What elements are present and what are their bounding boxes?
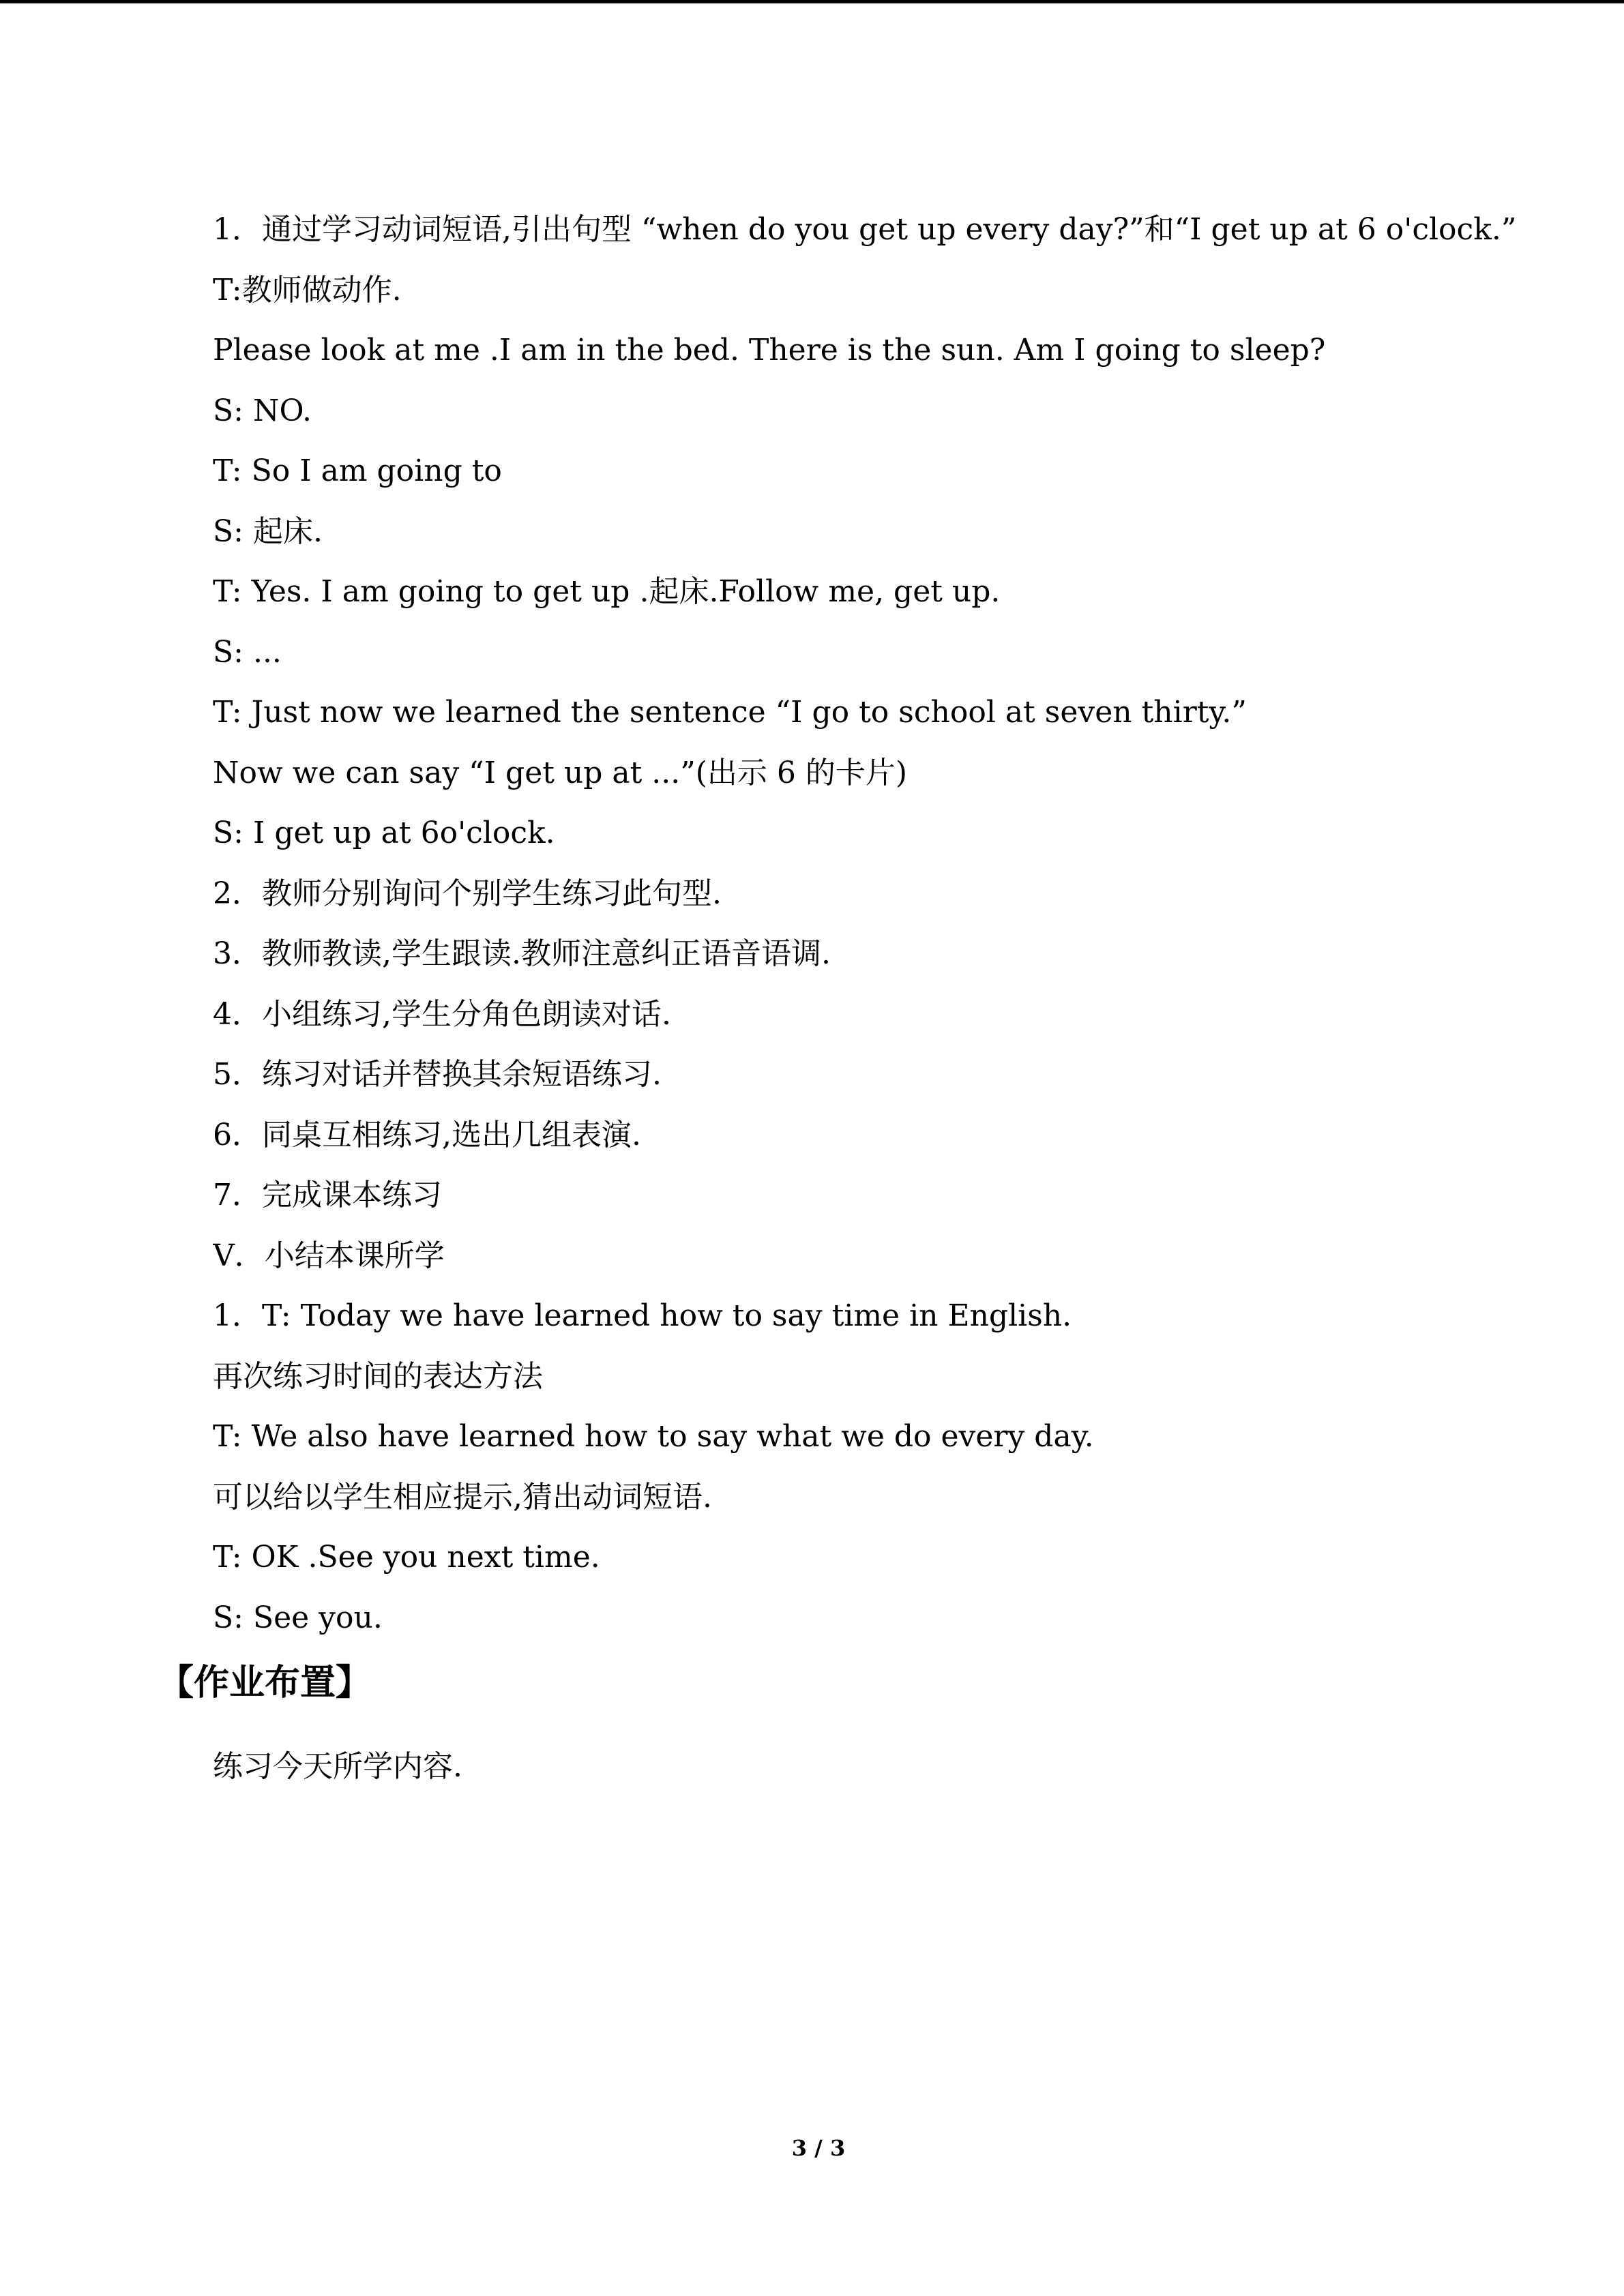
content-line: Now we can say “I get up at ...”(出示 6 的卡片) <box>213 756 908 790</box>
content-line: T: So I am going to <box>213 454 502 488</box>
content-line: S: See you. <box>213 1600 383 1635</box>
content-line: 4．小组练习,学生分角色朗读对话. <box>213 997 671 1032</box>
content-line: Ⅴ．小结本课所学 <box>213 1238 445 1273</box>
page-number: 3 / 3 <box>791 2135 846 2161</box>
homework-text: 练习今天所学内容. <box>213 1749 462 1784</box>
content-line: 3．教师教读,学生跟读.教师注意纠正语音语调. <box>213 937 831 971</box>
content-line: S: 起床. <box>213 514 323 549</box>
content-line: 7．完成课本练习 <box>213 1178 442 1212</box>
content-line: 1．T: Today we have learned how to say time in English. <box>213 1299 1072 1333</box>
lesson-content <box>213 213 1563 1661</box>
content-line: 2．教师分别询问个别学生练习此句型. <box>213 876 722 911</box>
content-line: 6．同桌互相练习,选出几组表演. <box>213 1118 641 1152</box>
content-line: 可以给以学生相应提示,猜出动词短语. <box>213 1480 712 1515</box>
content-line: 5．练习对话并替换其余短语练习. <box>213 1058 662 1092</box>
content-line: 1．通过学习动词短语,引出句型 “when do you get up every day?”和“I get up at 6 o'clock.” <box>213 213 1517 247</box>
content-line: S: NO. <box>213 393 312 428</box>
content-line: T: We also have learned how to say what we do every day. <box>213 1420 1094 1454</box>
content-line: 再次练习时间的表达方法 <box>213 1359 543 1394</box>
content-line: T: Yes. I am going to get up .起床.Follow me, get up. <box>213 575 1001 609</box>
content-line: S: ... <box>213 635 282 670</box>
content-line: T: OK .See you next time. <box>213 1540 600 1575</box>
content-line: Please look at me .I am in the bed. There is the sun. Am I going to sleep? <box>213 333 1326 368</box>
homework-heading: 【作业布置】 <box>158 1663 372 1703</box>
content-line: T: Just now we learned the sentence “I go to school at seven thirty.” <box>213 696 1247 730</box>
content-line: T:教师做动作. <box>213 273 402 308</box>
content-line: S: I get up at 6o'clock. <box>213 816 555 850</box>
